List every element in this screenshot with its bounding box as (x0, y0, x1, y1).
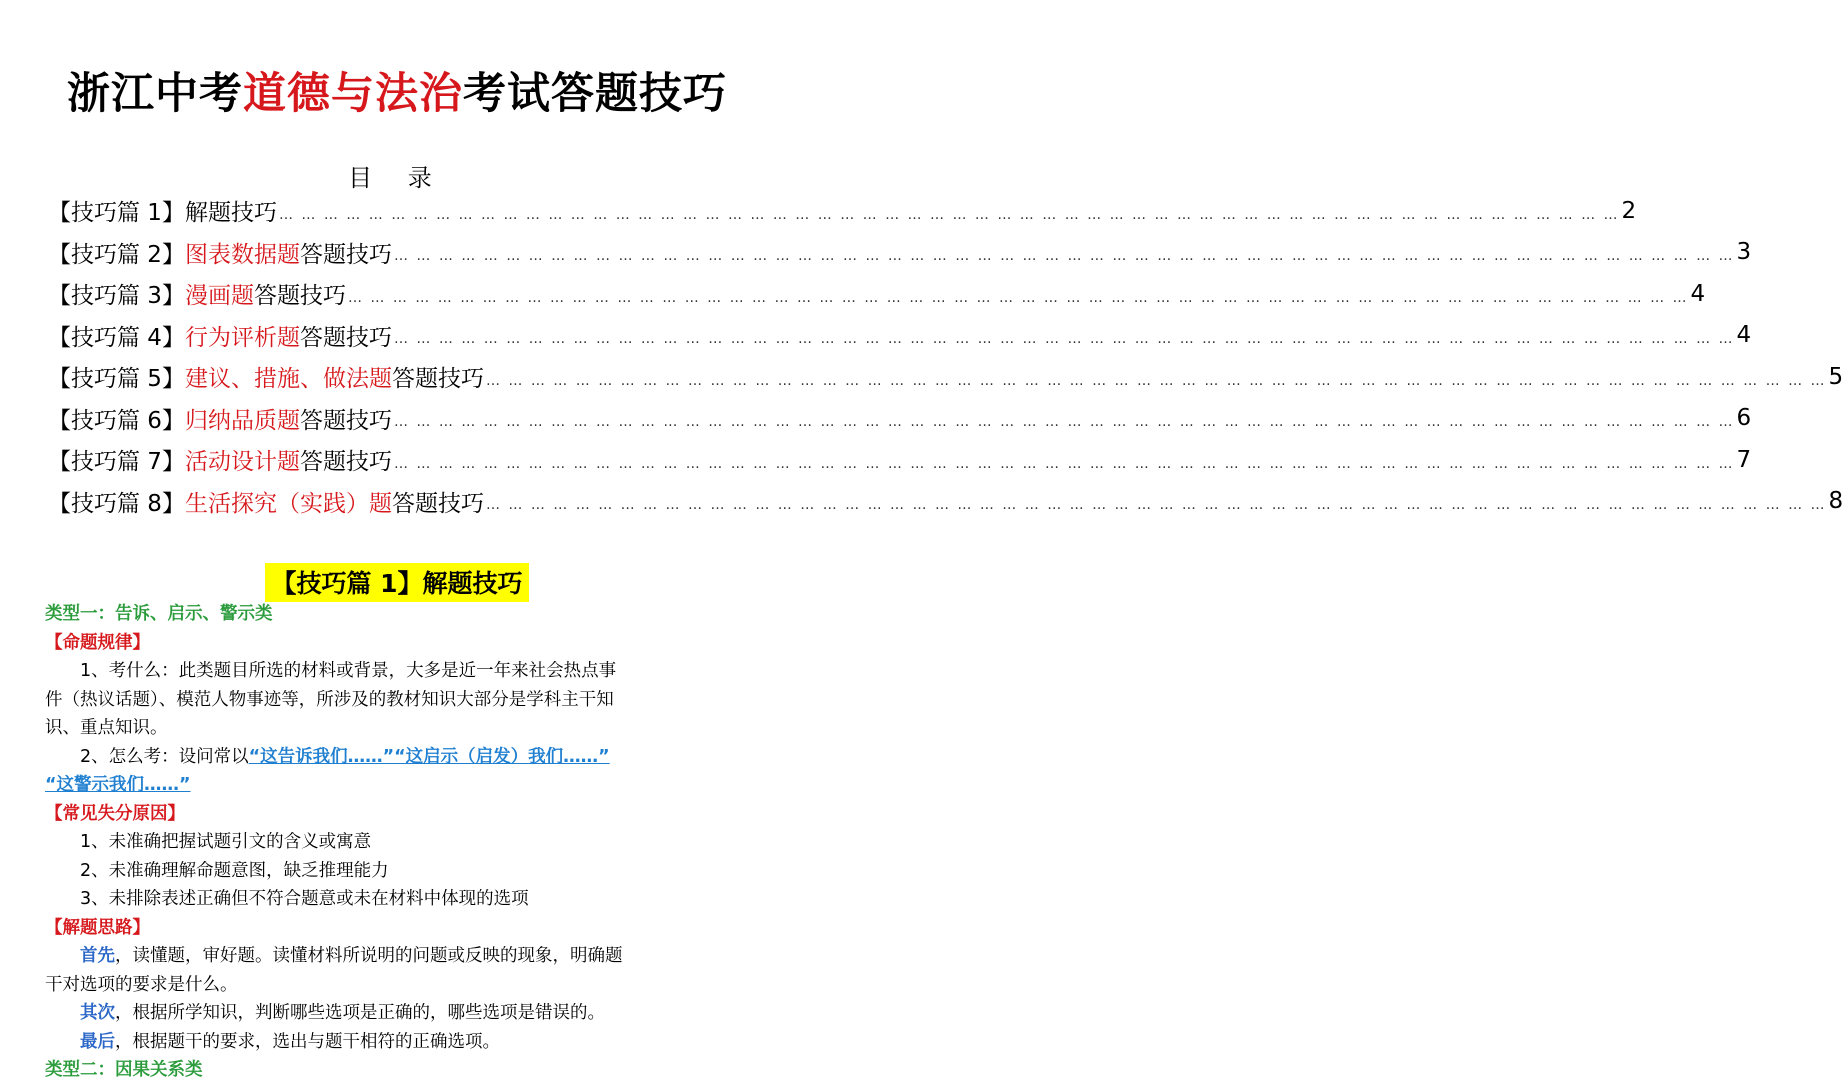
toc-item-page-number: 7 (1736, 446, 1752, 473)
section-body (45, 600, 757, 1085)
toc-item-suffix: 答题技巧 (299, 241, 392, 268)
toc-item-page-number: 8 (1828, 488, 1843, 515)
toc-item-topic: 归纳品质题 (184, 407, 300, 434)
toc-item-label (48, 443, 392, 476)
toc-item-suffix: 答题技巧 (253, 283, 346, 310)
toc-item[interactable] (48, 439, 1752, 481)
toc-item[interactable] (48, 315, 1752, 357)
toc-item-topic: 活动设计题 (184, 449, 300, 476)
rule-2-link-2: “这警示我们……” (45, 775, 191, 795)
rule-2-line-2 (45, 771, 757, 800)
toc-item-topic: 建议、措施、做法题 (184, 366, 392, 393)
toc-item[interactable] (48, 356, 1843, 398)
toc-item-page-number: 2 (1621, 197, 1637, 224)
toc-item-label (48, 194, 277, 227)
toc-item-leader: … … … … … … … … … … … … … … … … … … … … … … … … … … … … … … … … … … … … … … … … … … … … … … … … … … … … … … … … … … … … (347, 289, 1689, 306)
step-2-line (45, 999, 757, 1028)
toc-item-prefix: 【技巧篇 3】 (48, 283, 185, 310)
loss-heading: 【常见失分原因】 (45, 803, 185, 824)
title-part-1: 浙江中考 (67, 69, 243, 119)
step-2-text: ，根据所学知识，判断哪些选项是正确的，哪些选项是错误的。 (115, 1003, 605, 1023)
toc-item-prefix: 【技巧篇 8】 (48, 490, 185, 517)
toc-item-label (48, 485, 484, 518)
toc-item-leader: … … … … … … … … … … … … … … … … … … … … … … … … … … … … … … … … … … … … … … … … … … … … … … … … … … … … … … … … … … … … (485, 497, 1827, 514)
toc-item-page-number: 3 (1736, 239, 1752, 266)
section-title: 【技巧篇 1】解题技巧 (265, 563, 528, 602)
step-3-label: 最后 (80, 1031, 115, 1052)
toc-item-topic: 行为评析题 (184, 324, 300, 351)
idea-heading: 【解题思路】 (45, 917, 150, 938)
step-2-label: 其次 (80, 1003, 115, 1023)
rule-2-text: 2、怎么考：设问常以 (80, 746, 249, 767)
toc-item[interactable] (48, 232, 1752, 274)
rule-2-line-1 (45, 743, 757, 772)
toc-item-prefix: 【技巧篇 4】 (48, 324, 185, 351)
toc-item-prefix: 【技巧篇 6】 (48, 407, 185, 434)
toc-item-topic: 生活探究（实践）题 (184, 490, 392, 517)
page-title (0, 60, 794, 121)
rule-1-line-3: 识、重点知识。 (45, 718, 168, 738)
step-1-label: 首先 (80, 946, 115, 966)
rule-1-line-2: 件（热议话题）、模范人物事迹等，所涉及的教材知识大部分是学科主干知 (45, 689, 614, 710)
step-1-line-1 (45, 942, 757, 971)
step-1-line-2: 干对选项的要求是什么。 (45, 974, 238, 995)
toc-item-prefix: 【技巧篇 7】 (48, 449, 185, 476)
toc-item-leader: … … … … … … … … … … … … … … … … … … … … … … … … … … … … … … … … … … … … … … … … … … … … … … … … … … … … … … … … … … … … (485, 372, 1827, 389)
loss-1: 1、未准确把握试题引文的含义或寓意 (80, 832, 372, 852)
toc-item-suffix: 解题技巧 (184, 200, 277, 227)
toc-item-label (48, 277, 346, 310)
type-one-heading: 类型一：告诉、启示、警示类 (45, 604, 273, 624)
title-part-2-highlight: 道德与法治 (243, 69, 463, 119)
toc-item-leader: … … … … … … … … … … … … … … … … … … … … … … … … … … … … … … … … … … … … … … … … … … … … … … … … … … … … … … … … … … … … (393, 331, 1735, 348)
toc-item[interactable] (48, 190, 1637, 232)
toc-item-leader: … … … … … … … … … … … … … … … … … … … … … … … … … … … … … … … … … … … … … … … … … … … … … … … … … … … … … … … … … … … … (393, 414, 1735, 431)
toc-item-label (48, 319, 392, 352)
toc-item[interactable] (48, 273, 1706, 315)
type-two-heading: 类型二：因果关系类 (45, 1060, 203, 1080)
loss-3: 3、未排除表述正确但不符合题意或未在材料中体现的选项 (80, 889, 529, 909)
section-title-wrap (0, 563, 794, 602)
toc-item-suffix: 答题技巧 (391, 490, 484, 517)
toc-item-topic: 漫画题 (184, 283, 254, 310)
toc-item[interactable] (48, 481, 1843, 523)
toc-item-label (48, 236, 392, 269)
toc-item-prefix: 【技巧篇 2】 (48, 241, 185, 268)
toc-item-leader: … … … … … … … … … … … … … … … … … … … … … … … … … … … … … … … … … … … … … … … … … … … … … … … … … … … … … … … … … … … … (393, 455, 1735, 472)
toc-item-prefix: 【技巧篇 5】 (48, 366, 185, 393)
toc-item-suffix: 答题技巧 (299, 407, 392, 434)
toc-item[interactable] (48, 398, 1752, 440)
toc-item-leader: … … … … … … … … … … … … … … … … … … … … … … … … … … … … … … … … … … … … … … … … … … … … … … … … … … … … … … … … … … … … (278, 206, 1620, 223)
toc-item-suffix: 答题技巧 (299, 324, 392, 351)
toc-item-suffix: 答题技巧 (391, 366, 484, 393)
toc-item-page-number: 5 (1828, 363, 1843, 390)
toc-item-page-number: 4 (1690, 280, 1706, 307)
rule-1-line-1: 1、考什么：此类题目所选的材料或背景，大多是近一年来社会热点事 (80, 661, 617, 681)
title-part-3: 考试答题技巧 (463, 69, 727, 119)
toc-item-label (48, 360, 484, 393)
toc-item-label (48, 402, 392, 435)
toc-item-topic: 图表数据题 (184, 241, 300, 268)
toc-item-leader: … … … … … … … … … … … … … … … … … … … … … … … … … … … … … … … … … … … … … … … … … … … … … … … … … … … … … … … … … … … … (393, 248, 1735, 265)
toc-item-page-number: 6 (1736, 405, 1752, 432)
step-1-text: ，读懂题，审好题。读懂材料所说明的问题或反映的现象，明确题 (115, 946, 623, 966)
table-of-contents (48, 190, 1843, 522)
toc-item-suffix: 答题技巧 (299, 449, 392, 476)
step-3-line (45, 1028, 757, 1057)
step-3-text: ，根据题干的要求，选出与题干相符的正确选项。 (115, 1031, 500, 1052)
toc-item-prefix: 【技巧篇 1】 (48, 200, 185, 227)
toc-heading: 目 录 (348, 164, 446, 192)
rule-heading: 【命题规律】 (45, 632, 150, 653)
rule-2-link-1: “这告诉我们……”“这启示（启发）我们……” (248, 746, 610, 767)
loss-2: 2、未准确理解命题意图，缺乏推理能力 (80, 860, 389, 881)
toc-item-page-number: 4 (1736, 322, 1752, 349)
